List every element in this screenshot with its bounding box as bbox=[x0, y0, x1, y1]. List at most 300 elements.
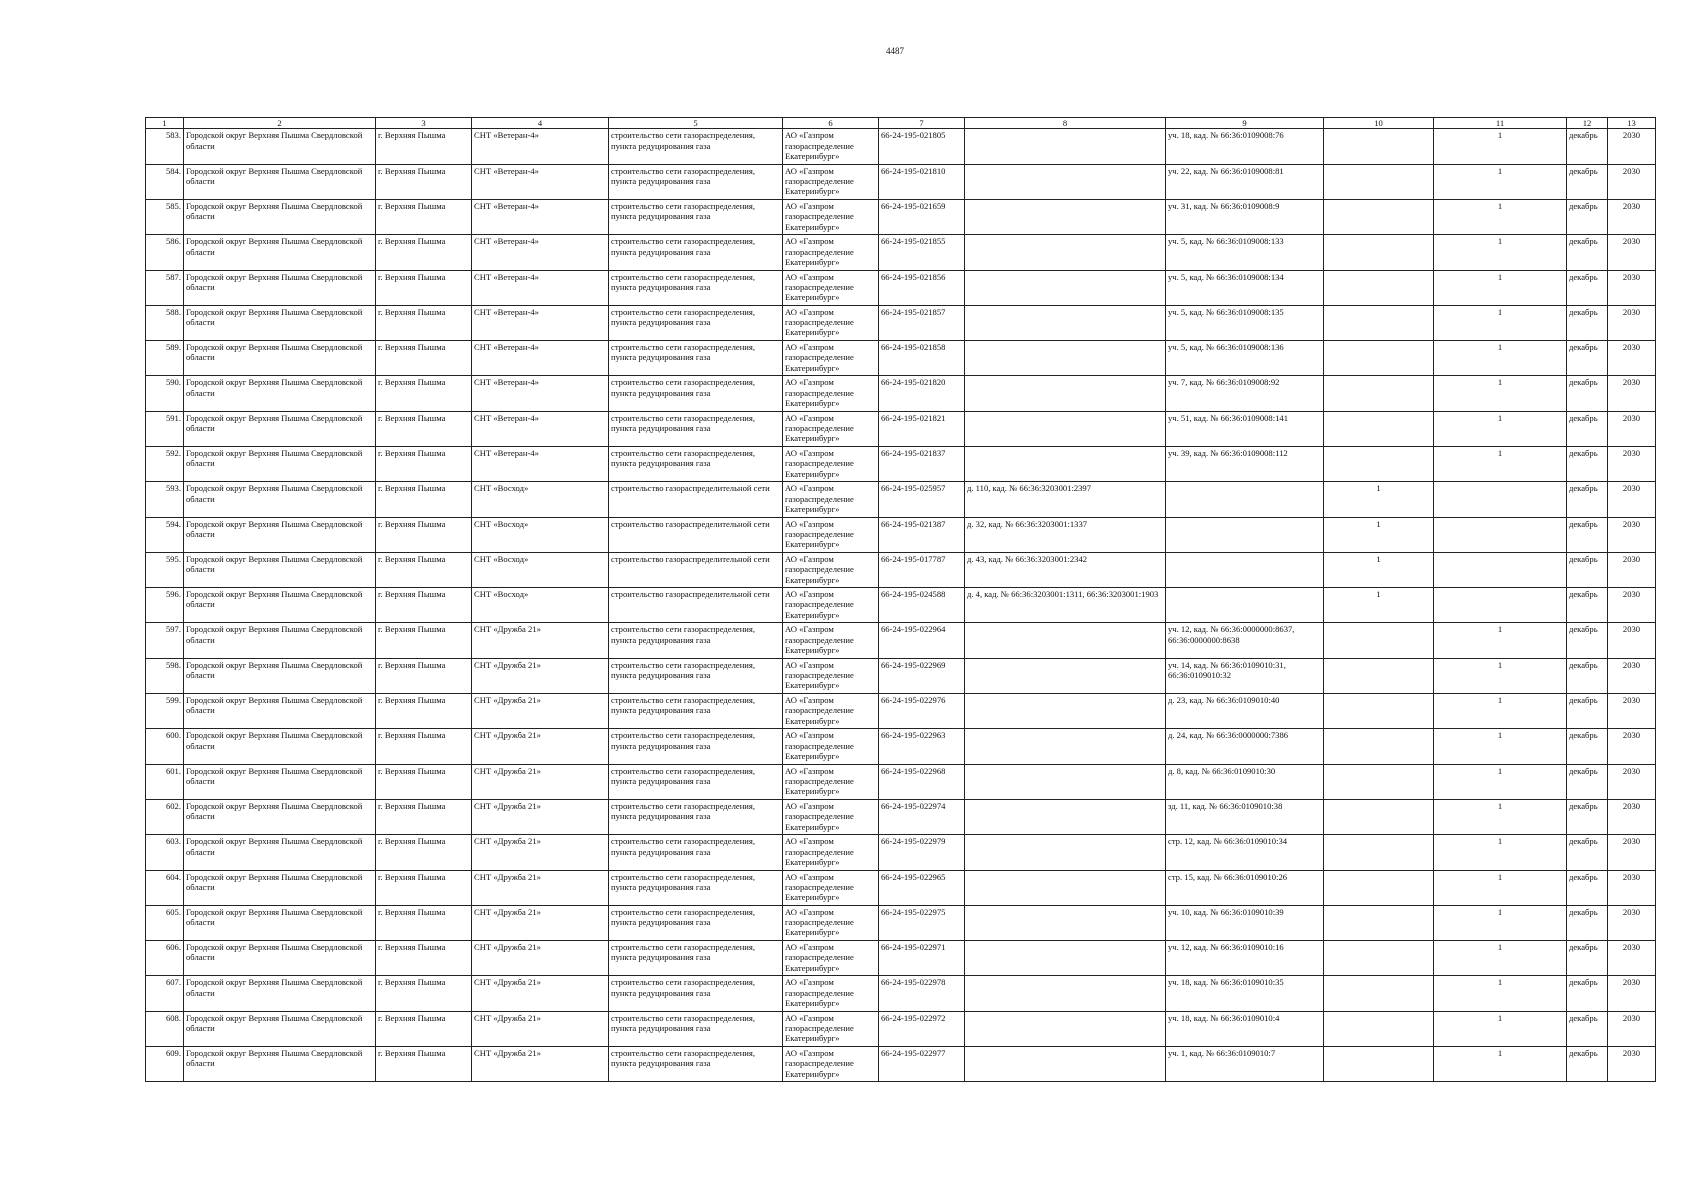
table-row bbox=[146, 835, 1656, 870]
month-cell: декабрь bbox=[1567, 552, 1608, 587]
municipality-cell: Городской округ Верхняя Пышма Свердловской области bbox=[184, 376, 376, 411]
organization-cell: АО «Газпром газораспределение Екатеринбург» bbox=[783, 305, 879, 340]
organization-cell: АО «Газпром газораспределение Екатеринбург» bbox=[783, 482, 879, 517]
year-cell: 2030 bbox=[1608, 376, 1656, 411]
object-cell: СНТ «Ветеран-4» bbox=[472, 411, 609, 446]
month-cell: декабрь bbox=[1567, 129, 1608, 164]
count-11-cell: 1 bbox=[1434, 235, 1567, 270]
work-type-cell: строительство сети газораспределения, пункта редуцирования газа bbox=[609, 870, 783, 905]
table-row bbox=[146, 694, 1656, 729]
row-number-cell: 588. bbox=[146, 305, 184, 340]
organization-cell: АО «Газпром газораспределение Екатеринбург» bbox=[783, 623, 879, 658]
organization-cell: АО «Газпром газораспределение Екатеринбург» bbox=[783, 1047, 879, 1082]
month-cell: декабрь bbox=[1567, 199, 1608, 234]
count-10-cell: 1 bbox=[1324, 482, 1434, 517]
row-number-cell: 584. bbox=[146, 164, 184, 199]
address-8-cell bbox=[965, 129, 1166, 164]
table-row bbox=[146, 799, 1656, 834]
work-type-cell: строительство газораспределительной сети bbox=[609, 517, 783, 552]
row-number-cell: 601. bbox=[146, 764, 184, 799]
row-number-cell: 604. bbox=[146, 870, 184, 905]
settlement-cell: г. Верхняя Пышма bbox=[376, 658, 472, 693]
count-11-cell: 1 bbox=[1434, 835, 1567, 870]
organization-cell: АО «Газпром газораспределение Екатеринбург» bbox=[783, 729, 879, 764]
count-11-cell: 1 bbox=[1434, 623, 1567, 658]
work-type-cell: строительство сети газораспределения, пункта редуцирования газа bbox=[609, 305, 783, 340]
count-10-cell bbox=[1324, 623, 1434, 658]
year-cell: 2030 bbox=[1608, 623, 1656, 658]
code-cell: 66-24-195-022978 bbox=[879, 976, 965, 1011]
address-9-cell: д. 23, кад. № 66:36:0109010:40 bbox=[1166, 694, 1324, 729]
work-type-cell: строительство сети газораспределения, пункта редуцирования газа bbox=[609, 799, 783, 834]
year-cell: 2030 bbox=[1608, 270, 1656, 305]
year-cell: 2030 bbox=[1608, 870, 1656, 905]
count-11-cell bbox=[1434, 517, 1567, 552]
address-9-cell: уч. 7, кад. № 66:36:0109008:92 bbox=[1166, 376, 1324, 411]
object-cell: СНТ «Ветеран-4» bbox=[472, 199, 609, 234]
year-cell: 2030 bbox=[1608, 129, 1656, 164]
settlement-cell: г. Верхняя Пышма bbox=[376, 376, 472, 411]
code-cell: 66-24-195-021837 bbox=[879, 446, 965, 481]
count-10-cell bbox=[1324, 1011, 1434, 1046]
address-9-cell: уч. 18, кад. № 66:36:0109010:35 bbox=[1166, 976, 1324, 1011]
object-cell: СНТ «Ветеран-4» bbox=[472, 164, 609, 199]
settlement-cell: г. Верхняя Пышма bbox=[376, 270, 472, 305]
code-cell: 66-24-195-021858 bbox=[879, 341, 965, 376]
table-row bbox=[146, 482, 1656, 517]
organization-cell: АО «Газпром газораспределение Екатеринбург» bbox=[783, 905, 879, 940]
code-cell: 66-24-195-021659 bbox=[879, 199, 965, 234]
address-8-cell bbox=[965, 270, 1166, 305]
row-number-cell: 594. bbox=[146, 517, 184, 552]
code-cell: 66-24-195-024588 bbox=[879, 588, 965, 623]
count-11-cell: 1 bbox=[1434, 870, 1567, 905]
year-cell: 2030 bbox=[1608, 905, 1656, 940]
organization-cell: АО «Газпром газораспределение Екатеринбург» bbox=[783, 517, 879, 552]
row-number-cell: 590. bbox=[146, 376, 184, 411]
organization-cell: АО «Газпром газораспределение Екатеринбург» bbox=[783, 199, 879, 234]
month-cell: декабрь bbox=[1567, 905, 1608, 940]
settlement-cell: г. Верхняя Пышма bbox=[376, 305, 472, 340]
settlement-cell: г. Верхняя Пышма bbox=[376, 941, 472, 976]
month-cell: декабрь bbox=[1567, 976, 1608, 1011]
count-10-cell bbox=[1324, 729, 1434, 764]
table-row bbox=[146, 411, 1656, 446]
settlement-cell: г. Верхняя Пышма bbox=[376, 517, 472, 552]
table-row bbox=[146, 905, 1656, 940]
year-cell: 2030 bbox=[1608, 482, 1656, 517]
table-row bbox=[146, 199, 1656, 234]
row-number-cell: 608. bbox=[146, 1011, 184, 1046]
count-10-cell bbox=[1324, 658, 1434, 693]
count-10-cell bbox=[1324, 270, 1434, 305]
year-cell: 2030 bbox=[1608, 835, 1656, 870]
organization-cell: АО «Газпром газораспределение Екатеринбург» bbox=[783, 835, 879, 870]
municipality-cell: Городской округ Верхняя Пышма Свердловской области bbox=[184, 164, 376, 199]
address-8-cell bbox=[965, 729, 1166, 764]
year-cell: 2030 bbox=[1608, 588, 1656, 623]
count-11-cell bbox=[1434, 552, 1567, 587]
organization-cell: АО «Газпром газораспределение Екатеринбург» bbox=[783, 129, 879, 164]
table-row bbox=[146, 764, 1656, 799]
month-cell: декабрь bbox=[1567, 799, 1608, 834]
address-8-cell bbox=[965, 623, 1166, 658]
address-9-cell bbox=[1166, 588, 1324, 623]
settlement-cell: г. Верхняя Пышма bbox=[376, 905, 472, 940]
code-cell: 66-24-195-022972 bbox=[879, 1011, 965, 1046]
count-10-cell bbox=[1324, 905, 1434, 940]
code-cell: 66-24-195-021856 bbox=[879, 270, 965, 305]
address-9-cell: д. 24, кад. № 66:36:0000000:7386 bbox=[1166, 729, 1324, 764]
settlement-cell: г. Верхняя Пышма bbox=[376, 729, 472, 764]
count-11-cell: 1 bbox=[1434, 729, 1567, 764]
object-cell: СНТ «Дружба 21» bbox=[472, 658, 609, 693]
object-cell: СНТ «Ветеран-4» bbox=[472, 376, 609, 411]
organization-cell: АО «Газпром газораспределение Екатеринбург» bbox=[783, 870, 879, 905]
year-cell: 2030 bbox=[1608, 694, 1656, 729]
row-number-cell: 602. bbox=[146, 799, 184, 834]
object-cell: СНТ «Дружба 21» bbox=[472, 1047, 609, 1082]
municipality-cell: Городской округ Верхняя Пышма Свердловской области bbox=[184, 905, 376, 940]
count-11-cell: 1 bbox=[1434, 799, 1567, 834]
address-9-cell bbox=[1166, 552, 1324, 587]
object-cell: СНТ «Дружба 21» bbox=[472, 905, 609, 940]
address-8-cell bbox=[965, 164, 1166, 199]
address-9-cell: уч. 5, кад. № 66:36:0109008:135 bbox=[1166, 305, 1324, 340]
table-row bbox=[146, 941, 1656, 976]
count-10-cell bbox=[1324, 305, 1434, 340]
address-9-cell: уч. 22, кад. № 66:36:0109008:81 bbox=[1166, 164, 1324, 199]
count-11-cell: 1 bbox=[1434, 446, 1567, 481]
row-number-cell: 607. bbox=[146, 976, 184, 1011]
municipality-cell: Городской округ Верхняя Пышма Свердловской области bbox=[184, 588, 376, 623]
count-10-cell: 1 bbox=[1324, 552, 1434, 587]
object-cell: СНТ «Дружба 21» bbox=[472, 799, 609, 834]
code-cell: 66-24-195-021857 bbox=[879, 305, 965, 340]
municipality-cell: Городской округ Верхняя Пышма Свердловской области bbox=[184, 305, 376, 340]
column-header: 2 bbox=[184, 118, 376, 129]
address-9-cell: уч. 10, кад. № 66:36:0109010:39 bbox=[1166, 905, 1324, 940]
work-type-cell: строительство сети газораспределения, пункта редуцирования газа bbox=[609, 1047, 783, 1082]
count-11-cell: 1 bbox=[1434, 305, 1567, 340]
row-number-cell: 595. bbox=[146, 552, 184, 587]
settlement-cell: г. Верхняя Пышма bbox=[376, 552, 472, 587]
year-cell: 2030 bbox=[1608, 235, 1656, 270]
count-11-cell: 1 bbox=[1434, 1011, 1567, 1046]
column-header: 7 bbox=[879, 118, 965, 129]
address-8-cell bbox=[965, 941, 1166, 976]
address-8-cell bbox=[965, 976, 1166, 1011]
count-11-cell: 1 bbox=[1434, 129, 1567, 164]
month-cell: декабрь bbox=[1567, 729, 1608, 764]
work-type-cell: строительство газораспределительной сети bbox=[609, 482, 783, 517]
column-header: 4 bbox=[472, 118, 609, 129]
row-number-cell: 587. bbox=[146, 270, 184, 305]
count-11-cell: 1 bbox=[1434, 164, 1567, 199]
table-row bbox=[146, 623, 1656, 658]
count-10-cell bbox=[1324, 694, 1434, 729]
count-10-cell bbox=[1324, 835, 1434, 870]
work-type-cell: строительство сети газораспределения, пункта редуцирования газа bbox=[609, 199, 783, 234]
address-8-cell bbox=[965, 764, 1166, 799]
month-cell: декабрь bbox=[1567, 305, 1608, 340]
settlement-cell: г. Верхняя Пышма bbox=[376, 411, 472, 446]
row-number-cell: 593. bbox=[146, 482, 184, 517]
code-cell: 66-24-195-021820 bbox=[879, 376, 965, 411]
column-header: 8 bbox=[965, 118, 1166, 129]
municipality-cell: Городской округ Верхняя Пышма Свердловской области bbox=[184, 199, 376, 234]
municipality-cell: Городской округ Верхняя Пышма Свердловской области bbox=[184, 729, 376, 764]
work-type-cell: строительство сети газораспределения, пункта редуцирования газа bbox=[609, 129, 783, 164]
table-row bbox=[146, 305, 1656, 340]
address-9-cell: уч. 14, кад. № 66:36:0109010:31, 66:36:0109010:32 bbox=[1166, 658, 1324, 693]
month-cell: декабрь bbox=[1567, 588, 1608, 623]
table-row bbox=[146, 164, 1656, 199]
row-number-cell: 609. bbox=[146, 1047, 184, 1082]
organization-cell: АО «Газпром газораспределение Екатеринбург» bbox=[783, 1011, 879, 1046]
object-cell: СНТ «Дружба 21» bbox=[472, 764, 609, 799]
month-cell: декабрь bbox=[1567, 482, 1608, 517]
object-cell: СНТ «Ветеран-4» bbox=[472, 129, 609, 164]
month-cell: декабрь bbox=[1567, 270, 1608, 305]
table-row bbox=[146, 1047, 1656, 1082]
month-cell: декабрь bbox=[1567, 1047, 1608, 1082]
work-type-cell: строительство сети газораспределения, пункта редуцирования газа bbox=[609, 235, 783, 270]
municipality-cell: Городской округ Верхняя Пышма Свердловской области bbox=[184, 623, 376, 658]
table-row bbox=[146, 376, 1656, 411]
municipality-cell: Городской округ Верхняя Пышма Свердловской области bbox=[184, 1047, 376, 1082]
work-type-cell: строительство сети газораспределения, пункта редуцирования газа bbox=[609, 835, 783, 870]
table-row bbox=[146, 729, 1656, 764]
year-cell: 2030 bbox=[1608, 164, 1656, 199]
municipality-cell: Городской округ Верхняя Пышма Свердловской области bbox=[184, 799, 376, 834]
municipality-cell: Городской округ Верхняя Пышма Свердловской области bbox=[184, 941, 376, 976]
address-9-cell bbox=[1166, 517, 1324, 552]
page-number: 4487 bbox=[886, 46, 904, 56]
object-cell: СНТ «Восход» bbox=[472, 517, 609, 552]
settlement-cell: г. Верхняя Пышма bbox=[376, 235, 472, 270]
column-header: 12 bbox=[1567, 118, 1608, 129]
column-header: 13 bbox=[1608, 118, 1656, 129]
count-10-cell bbox=[1324, 870, 1434, 905]
column-number-row bbox=[146, 118, 1656, 129]
organization-cell: АО «Газпром газораспределение Екатеринбург» bbox=[783, 164, 879, 199]
count-11-cell: 1 bbox=[1434, 658, 1567, 693]
object-cell: СНТ «Дружба 21» bbox=[472, 870, 609, 905]
month-cell: декабрь bbox=[1567, 870, 1608, 905]
year-cell: 2030 bbox=[1608, 799, 1656, 834]
organization-cell: АО «Газпром газораспределение Екатеринбург» bbox=[783, 552, 879, 587]
column-header: 10 bbox=[1324, 118, 1434, 129]
address-8-cell bbox=[965, 870, 1166, 905]
work-type-cell: строительство сети газораспределения, пункта редуцирования газа bbox=[609, 411, 783, 446]
work-type-cell: строительство сети газораспределения, пункта редуцирования газа bbox=[609, 341, 783, 376]
count-10-cell bbox=[1324, 199, 1434, 234]
code-cell: 66-24-195-021387 bbox=[879, 517, 965, 552]
settlement-cell: г. Верхняя Пышма bbox=[376, 446, 472, 481]
work-type-cell: строительство сети газораспределения, пункта редуцирования газа bbox=[609, 164, 783, 199]
municipality-cell: Городской округ Верхняя Пышма Свердловской области bbox=[184, 658, 376, 693]
table-row bbox=[146, 129, 1656, 164]
code-cell: 66-24-195-022976 bbox=[879, 694, 965, 729]
municipality-cell: Городской округ Верхняя Пышма Свердловской области bbox=[184, 835, 376, 870]
municipality-cell: Городской округ Верхняя Пышма Свердловской области bbox=[184, 517, 376, 552]
year-cell: 2030 bbox=[1608, 658, 1656, 693]
gasification-table bbox=[145, 117, 1656, 1082]
address-8-cell: д. 43, кад. № 66:36:3203001:2342 bbox=[965, 552, 1166, 587]
row-number-cell: 603. bbox=[146, 835, 184, 870]
object-cell: СНТ «Восход» bbox=[472, 552, 609, 587]
organization-cell: АО «Газпром газораспределение Екатеринбург» bbox=[783, 658, 879, 693]
code-cell: 66-24-195-022965 bbox=[879, 870, 965, 905]
code-cell: 66-24-195-021810 bbox=[879, 164, 965, 199]
row-number-cell: 589. bbox=[146, 341, 184, 376]
column-header: 1 bbox=[146, 118, 184, 129]
work-type-cell: строительство сети газораспределения, пункта редуцирования газа bbox=[609, 270, 783, 305]
work-type-cell: строительство сети газораспределения, пункта редуцирования газа bbox=[609, 976, 783, 1011]
work-type-cell: строительство газораспределительной сети bbox=[609, 588, 783, 623]
address-8-cell bbox=[965, 199, 1166, 234]
address-8-cell bbox=[965, 446, 1166, 481]
address-9-cell bbox=[1166, 482, 1324, 517]
address-8-cell bbox=[965, 305, 1166, 340]
year-cell: 2030 bbox=[1608, 199, 1656, 234]
address-8-cell: д. 110, кад. № 66:36:3203001:2397 bbox=[965, 482, 1166, 517]
column-header: 3 bbox=[376, 118, 472, 129]
object-cell: СНТ «Дружба 21» bbox=[472, 835, 609, 870]
object-cell: СНТ «Восход» bbox=[472, 482, 609, 517]
organization-cell: АО «Газпром газораспределение Екатеринбург» bbox=[783, 376, 879, 411]
work-type-cell: строительство сети газораспределения, пункта редуцирования газа bbox=[609, 1011, 783, 1046]
year-cell: 2030 bbox=[1608, 446, 1656, 481]
column-header: 6 bbox=[783, 118, 879, 129]
column-header: 5 bbox=[609, 118, 783, 129]
address-9-cell: уч. 5, кад. № 66:36:0109008:136 bbox=[1166, 341, 1324, 376]
year-cell: 2030 bbox=[1608, 341, 1656, 376]
address-9-cell: уч. 5, кад. № 66:36:0109008:133 bbox=[1166, 235, 1324, 270]
address-9-cell: стр. 12, кад. № 66:36:0109010:34 bbox=[1166, 835, 1324, 870]
row-number-cell: 598. bbox=[146, 658, 184, 693]
count-11-cell: 1 bbox=[1434, 1047, 1567, 1082]
organization-cell: АО «Газпром газораспределение Екатеринбург» bbox=[783, 411, 879, 446]
month-cell: декабрь bbox=[1567, 411, 1608, 446]
code-cell: 66-24-195-022977 bbox=[879, 1047, 965, 1082]
count-11-cell: 1 bbox=[1434, 764, 1567, 799]
object-cell: СНТ «Дружба 21» bbox=[472, 623, 609, 658]
address-8-cell bbox=[965, 835, 1166, 870]
year-cell: 2030 bbox=[1608, 411, 1656, 446]
address-8-cell bbox=[965, 799, 1166, 834]
table-row bbox=[146, 588, 1656, 623]
organization-cell: АО «Газпром газораспределение Екатеринбург» bbox=[783, 799, 879, 834]
code-cell: 66-24-195-021855 bbox=[879, 235, 965, 270]
count-10-cell bbox=[1324, 411, 1434, 446]
row-number-cell: 585. bbox=[146, 199, 184, 234]
address-8-cell bbox=[965, 376, 1166, 411]
address-9-cell: уч. 18, кад. № 66:36:0109008:76 bbox=[1166, 129, 1324, 164]
object-cell: СНТ «Ветеран-4» bbox=[472, 305, 609, 340]
object-cell: СНТ «Дружба 21» bbox=[472, 729, 609, 764]
year-cell: 2030 bbox=[1608, 1047, 1656, 1082]
municipality-cell: Городской округ Верхняя Пышма Свердловской области bbox=[184, 1011, 376, 1046]
municipality-cell: Городской округ Верхняя Пышма Свердловской области bbox=[184, 976, 376, 1011]
year-cell: 2030 bbox=[1608, 517, 1656, 552]
address-8-cell bbox=[965, 341, 1166, 376]
address-9-cell: уч. 12, кад. № 66:36:0109010:16 bbox=[1166, 941, 1324, 976]
organization-cell: АО «Газпром газораспределение Екатеринбург» bbox=[783, 235, 879, 270]
organization-cell: АО «Газпром газораспределение Екатеринбург» bbox=[783, 941, 879, 976]
municipality-cell: Городской округ Верхняя Пышма Свердловской области bbox=[184, 446, 376, 481]
organization-cell: АО «Газпром газораспределение Екатеринбург» bbox=[783, 446, 879, 481]
month-cell: декабрь bbox=[1567, 341, 1608, 376]
work-type-cell: строительство сети газораспределения, пункта редуцирования газа bbox=[609, 694, 783, 729]
month-cell: декабрь bbox=[1567, 764, 1608, 799]
settlement-cell: г. Верхняя Пышма bbox=[376, 482, 472, 517]
count-11-cell: 1 bbox=[1434, 694, 1567, 729]
count-10-cell bbox=[1324, 941, 1434, 976]
count-10-cell: 1 bbox=[1324, 588, 1434, 623]
settlement-cell: г. Верхняя Пышма bbox=[376, 764, 472, 799]
address-8-cell bbox=[965, 694, 1166, 729]
table-row bbox=[146, 517, 1656, 552]
year-cell: 2030 bbox=[1608, 976, 1656, 1011]
month-cell: декабрь bbox=[1567, 376, 1608, 411]
work-type-cell: строительство сети газораспределения, пункта редуцирования газа bbox=[609, 764, 783, 799]
year-cell: 2030 bbox=[1608, 1011, 1656, 1046]
object-cell: СНТ «Ветеран-4» bbox=[472, 341, 609, 376]
row-number-cell: 596. bbox=[146, 588, 184, 623]
month-cell: декабрь bbox=[1567, 658, 1608, 693]
row-number-cell: 597. bbox=[146, 623, 184, 658]
table-row bbox=[146, 552, 1656, 587]
object-cell: СНТ «Дружба 21» bbox=[472, 976, 609, 1011]
column-header: 9 bbox=[1166, 118, 1324, 129]
count-11-cell: 1 bbox=[1434, 376, 1567, 411]
count-11-cell: 1 bbox=[1434, 941, 1567, 976]
count-11-cell: 1 bbox=[1434, 270, 1567, 305]
address-9-cell: уч. 12, кад. № 66:36:0000000:8637, 66:36:0000000:8638 bbox=[1166, 623, 1324, 658]
organization-cell: АО «Газпром газораспределение Екатеринбург» bbox=[783, 588, 879, 623]
work-type-cell: строительство сети газораспределения, пункта редуцирования газа bbox=[609, 446, 783, 481]
address-9-cell: уч. 51, кад. № 66:36:0109008:141 bbox=[1166, 411, 1324, 446]
row-number-cell: 592. bbox=[146, 446, 184, 481]
month-cell: декабрь bbox=[1567, 446, 1608, 481]
municipality-cell: Городской округ Верхняя Пышма Свердловской области bbox=[184, 341, 376, 376]
count-11-cell bbox=[1434, 482, 1567, 517]
count-11-cell: 1 bbox=[1434, 976, 1567, 1011]
month-cell: декабрь bbox=[1567, 1011, 1608, 1046]
code-cell: 66-24-195-022964 bbox=[879, 623, 965, 658]
address-8-cell: д. 32, кад. № 66:36:3203001:1337 bbox=[965, 517, 1166, 552]
work-type-cell: строительство сети газораспределения, пункта редуцирования газа bbox=[609, 941, 783, 976]
object-cell: СНТ «Ветеран-4» bbox=[472, 270, 609, 305]
settlement-cell: г. Верхняя Пышма bbox=[376, 129, 472, 164]
count-11-cell: 1 bbox=[1434, 341, 1567, 376]
count-11-cell: 1 bbox=[1434, 905, 1567, 940]
count-10-cell bbox=[1324, 129, 1434, 164]
object-cell: СНТ «Дружба 21» bbox=[472, 1011, 609, 1046]
year-cell: 2030 bbox=[1608, 305, 1656, 340]
work-type-cell: строительство сети газораспределения, пункта редуцирования газа bbox=[609, 905, 783, 940]
code-cell: 66-24-195-022963 bbox=[879, 729, 965, 764]
year-cell: 2030 bbox=[1608, 729, 1656, 764]
settlement-cell: г. Верхняя Пышма bbox=[376, 341, 472, 376]
count-10-cell bbox=[1324, 976, 1434, 1011]
count-10-cell: 1 bbox=[1324, 517, 1434, 552]
work-type-cell: строительство газораспределительной сети bbox=[609, 552, 783, 587]
municipality-cell: Городской округ Верхняя Пышма Свердловской области bbox=[184, 482, 376, 517]
object-cell: СНТ «Дружба 21» bbox=[472, 941, 609, 976]
